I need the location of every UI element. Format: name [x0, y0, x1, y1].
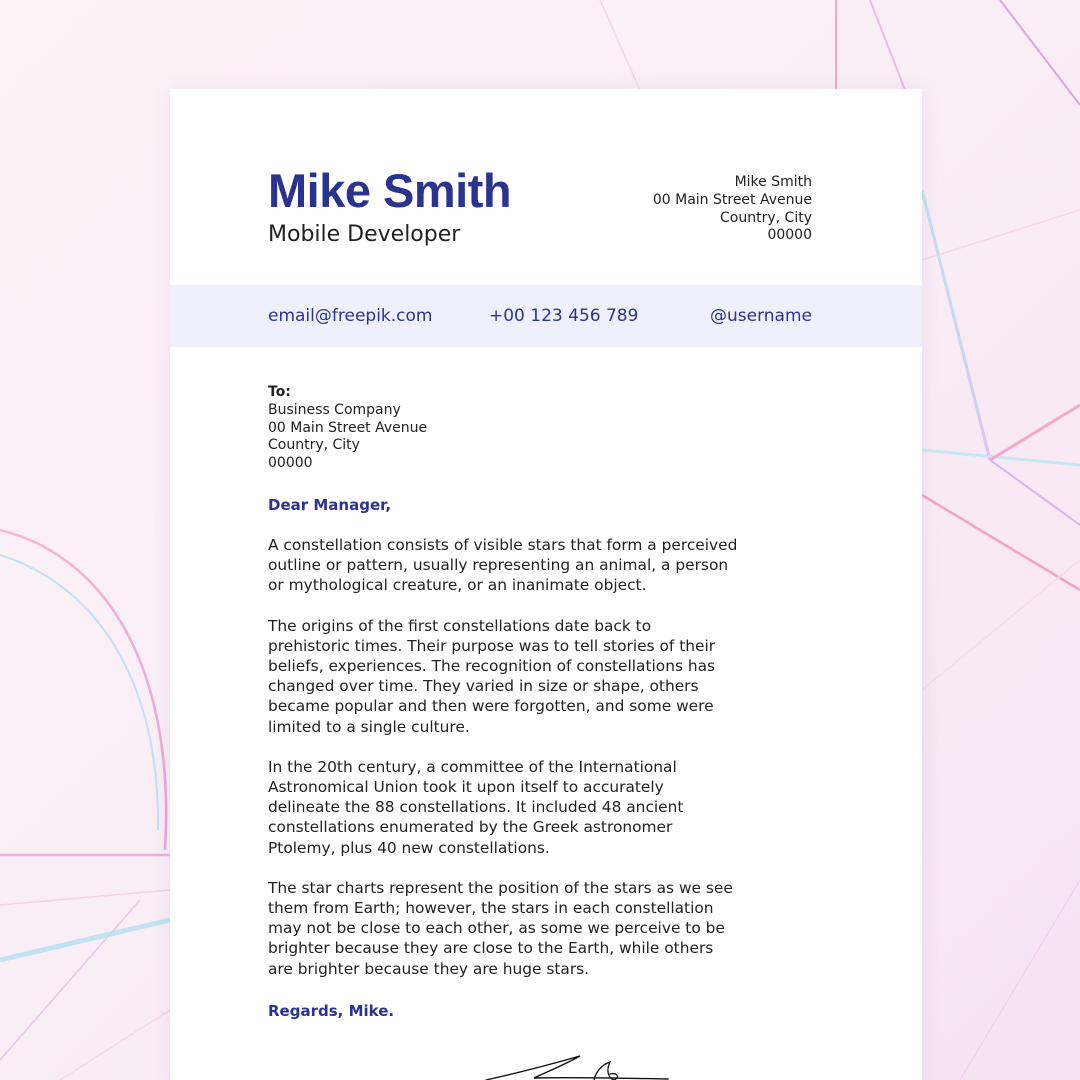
- sender-address-line: 00000: [767, 227, 812, 244]
- sender-address-line: 00 Main Street Avenue: [652, 191, 812, 208]
- text-line: Astronomical Union took it upon itself to accurately: [268, 778, 664, 797]
- text-line: beliefs, experiences. The recognition of constellations has: [268, 657, 716, 676]
- recipient-address: [268, 384, 427, 473]
- text-line: prehistoric times. Their purpose was to tell stories of their: [268, 636, 716, 655]
- sender-address-line: Country, City: [720, 209, 812, 226]
- contact-email: email@freepik.com: [268, 306, 433, 326]
- sender-address-line: Mike Smith: [734, 174, 812, 190]
- text-line: became popular and then were forgotten, and some were: [268, 697, 714, 716]
- paragraph-4: [268, 878, 738, 979]
- text-line: The star charts represent the position of the stars as we see: [268, 878, 733, 897]
- text-line: outline or pattern, usually representing an animal, a person: [268, 556, 729, 575]
- recipient-line: Business Company: [268, 401, 401, 418]
- text-line: The origins of the first constellations date back to: [268, 616, 652, 635]
- greeting: Dear Manager,: [268, 496, 392, 514]
- sender-address: [653, 174, 812, 245]
- recipient-line: 00000: [268, 455, 313, 472]
- paragraph-2: [268, 616, 738, 737]
- text-line: A constellation consists of visible stars that form a perceived: [268, 536, 738, 554]
- text-line: may not be close to each other, as some we perceive to be: [268, 919, 725, 938]
- text-line: changed over time. They varied in size or shape, others: [268, 677, 699, 696]
- sender-role: Mobile Developer: [268, 222, 461, 247]
- letter-body: [268, 535, 738, 999]
- text-line: limited to a single culture.: [268, 717, 470, 736]
- closing: Regards, Mike.: [268, 1002, 395, 1020]
- cover-letter-page: [170, 89, 922, 1080]
- text-line: brighter because they are close to the Earth, while others: [268, 939, 714, 958]
- text-line: In the 20th century, a committee of the International: [268, 757, 677, 776]
- recipient-line: 00 Main Street Avenue: [268, 419, 428, 436]
- text-line: delineate the 88 constellations. It included 48 ancient: [268, 798, 684, 817]
- recipient-line: Country, City: [268, 437, 360, 454]
- contact-band: [170, 285, 922, 347]
- sender-name: Mike Smith: [268, 164, 512, 217]
- text-line: constellations enumerated by the Greek astronomer: [268, 818, 673, 837]
- text-line: them from Earth; however, the stars in each constellation: [268, 899, 714, 918]
- text-line: or mythological creature, or an inanimate object.: [268, 576, 647, 595]
- contact-phone: +00 123 456 789: [489, 306, 639, 326]
- text-line: are brighter because they are huge stars.: [268, 959, 590, 978]
- text-line: Ptolemy, plus 40 new constellations.: [268, 838, 550, 857]
- contact-social-handle: @username: [710, 306, 812, 326]
- signature: [482, 1044, 672, 1080]
- paragraph-3: [268, 757, 738, 858]
- recipient-label: To:: [268, 384, 291, 400]
- paragraph-1: [268, 535, 738, 596]
